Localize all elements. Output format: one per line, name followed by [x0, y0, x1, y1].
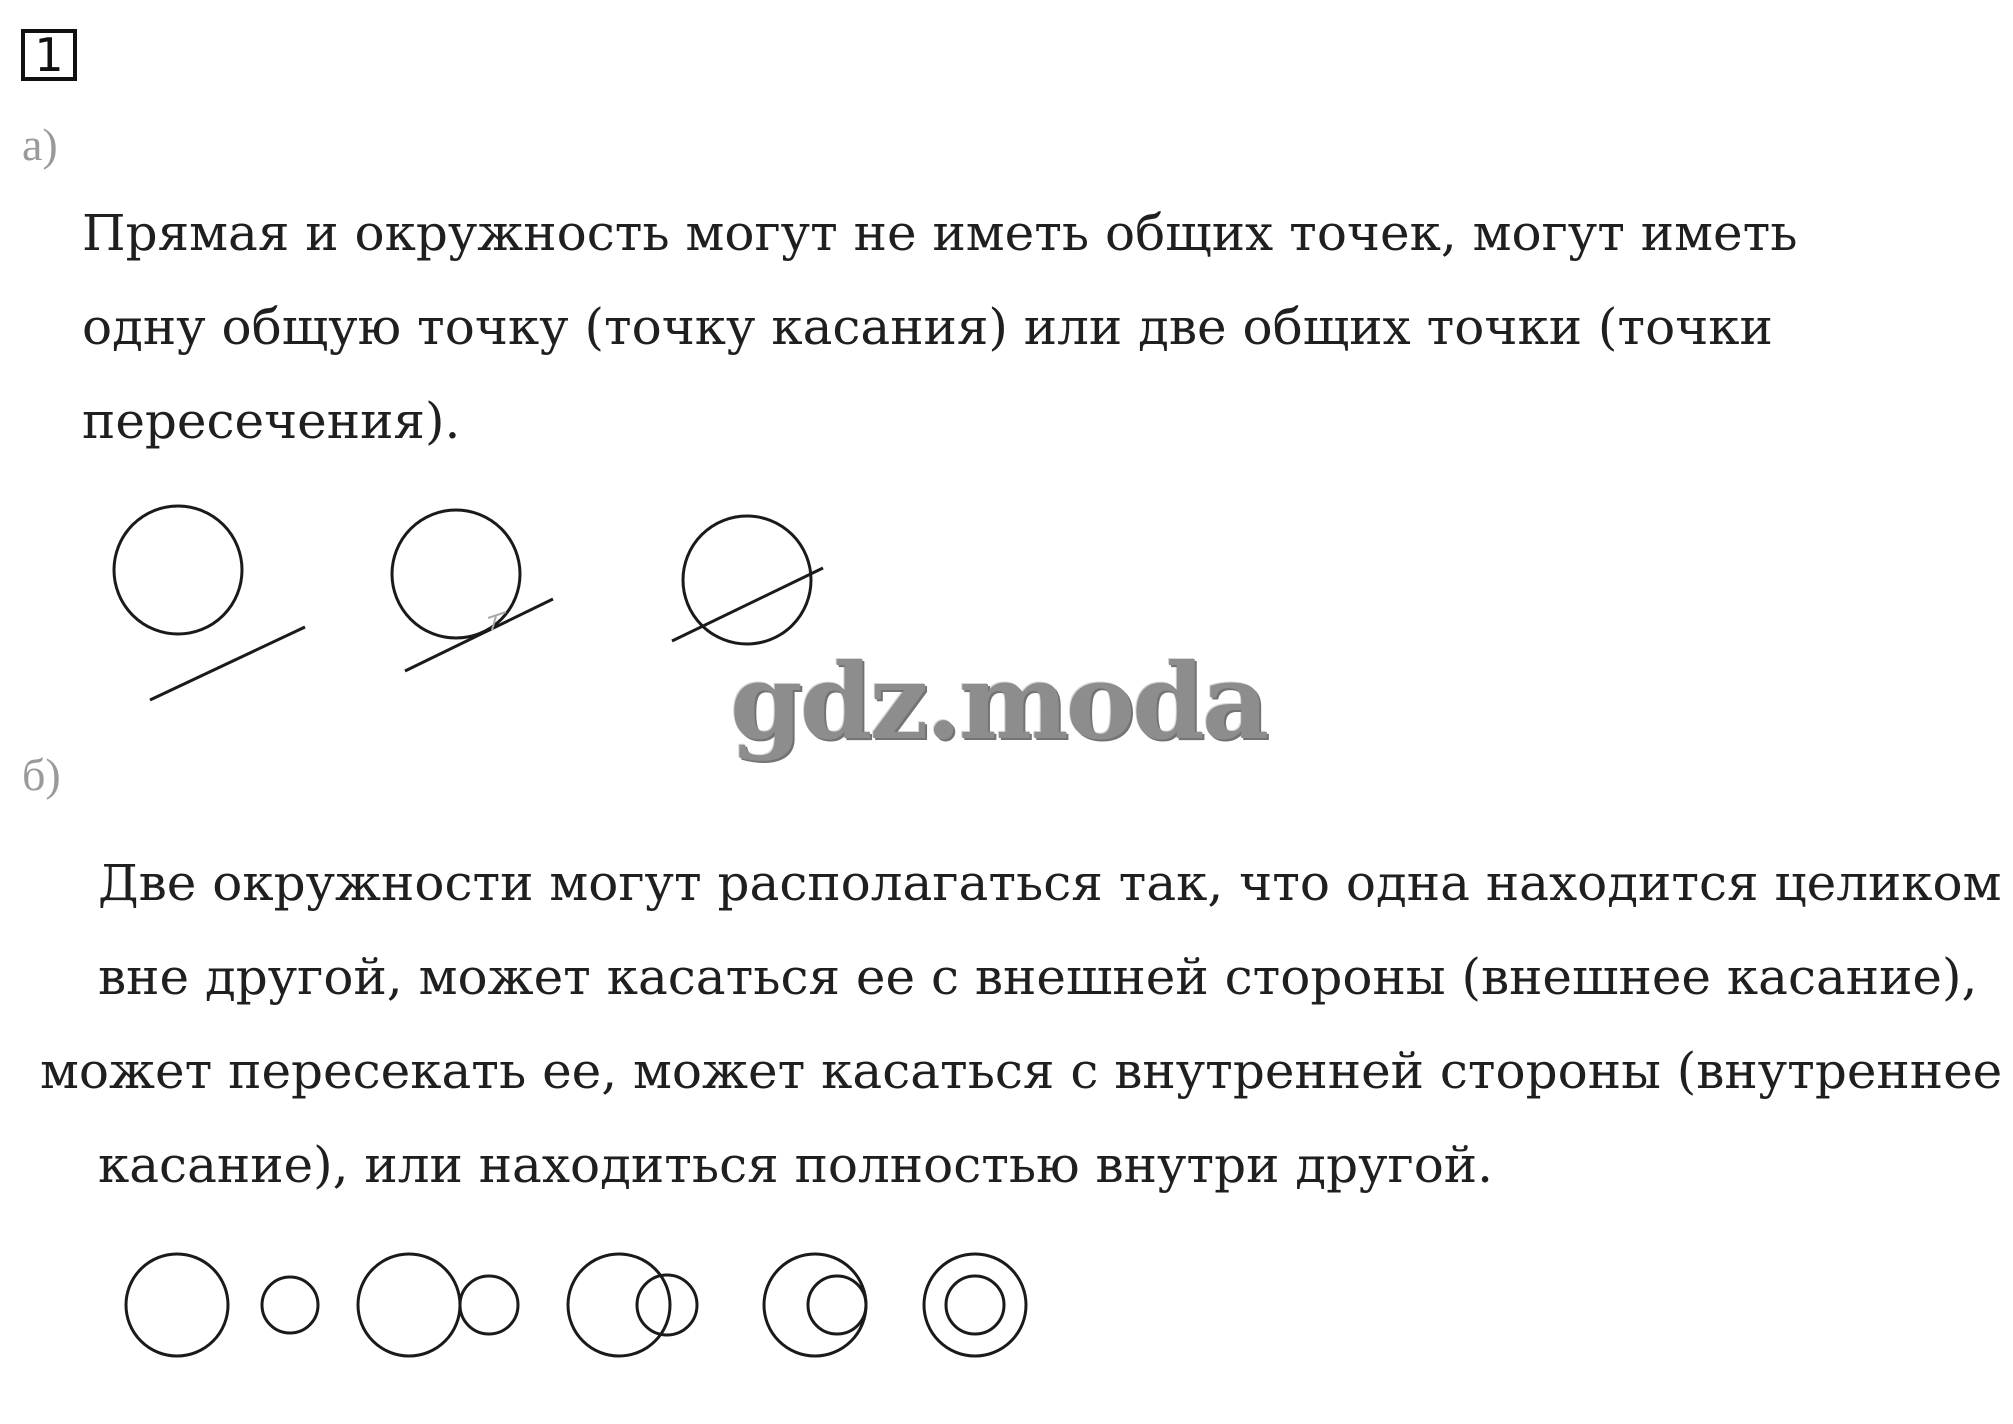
- circle-separate: [114, 506, 242, 634]
- circle-pair-internal-small: [808, 1276, 866, 1334]
- part-a-line-2: одну общую точку (точку касания) или две общих точки (точки: [82, 298, 1773, 356]
- part-a-paragraph: [82, 186, 1797, 468]
- part-a-line-3: пересечения).: [82, 392, 461, 450]
- line-secant: [672, 568, 823, 641]
- circle-pair-external-small: [460, 1276, 518, 1334]
- part-b-paragraph: [40, 836, 2002, 1212]
- circle-pair-external-large: [358, 1254, 460, 1356]
- circle-pair-inside-small: [946, 1276, 1004, 1334]
- watermark: gdz.moda: [730, 640, 1267, 763]
- part-b-line-4: касание), или находиться полностью внутри другой.: [98, 1136, 1494, 1194]
- part-b-line-2: вне другой, может касаться ее с внешней стороны (внешнее касание),: [98, 948, 1978, 1006]
- part-b-line-3: может пересекать ее, может касаться с внутренней стороны (внутреннее: [40, 1042, 2003, 1100]
- part-a-line-1: Прямая и окружность могут не иметь общих точек, могут иметь: [82, 204, 1798, 262]
- line-separate: [150, 627, 305, 700]
- circle-tangent: [392, 510, 520, 638]
- part-a-label: а): [22, 119, 58, 170]
- circle-pair-internal-large: [764, 1254, 866, 1356]
- circle-pair-separate-large: [126, 1254, 228, 1356]
- line-tangent: [405, 599, 553, 671]
- part-b-label: б): [22, 749, 61, 800]
- two-circles-figure: [110, 1240, 1050, 1370]
- task-number-box: 1: [21, 29, 77, 81]
- part-b-line-1: Две окружности могут располагаться так, что одна находится целиком: [98, 854, 2002, 912]
- circle-pair-inside-large: [924, 1254, 1026, 1356]
- circle-pair-intersect-large: [568, 1254, 670, 1356]
- circle-pair-separate-small: [262, 1277, 318, 1333]
